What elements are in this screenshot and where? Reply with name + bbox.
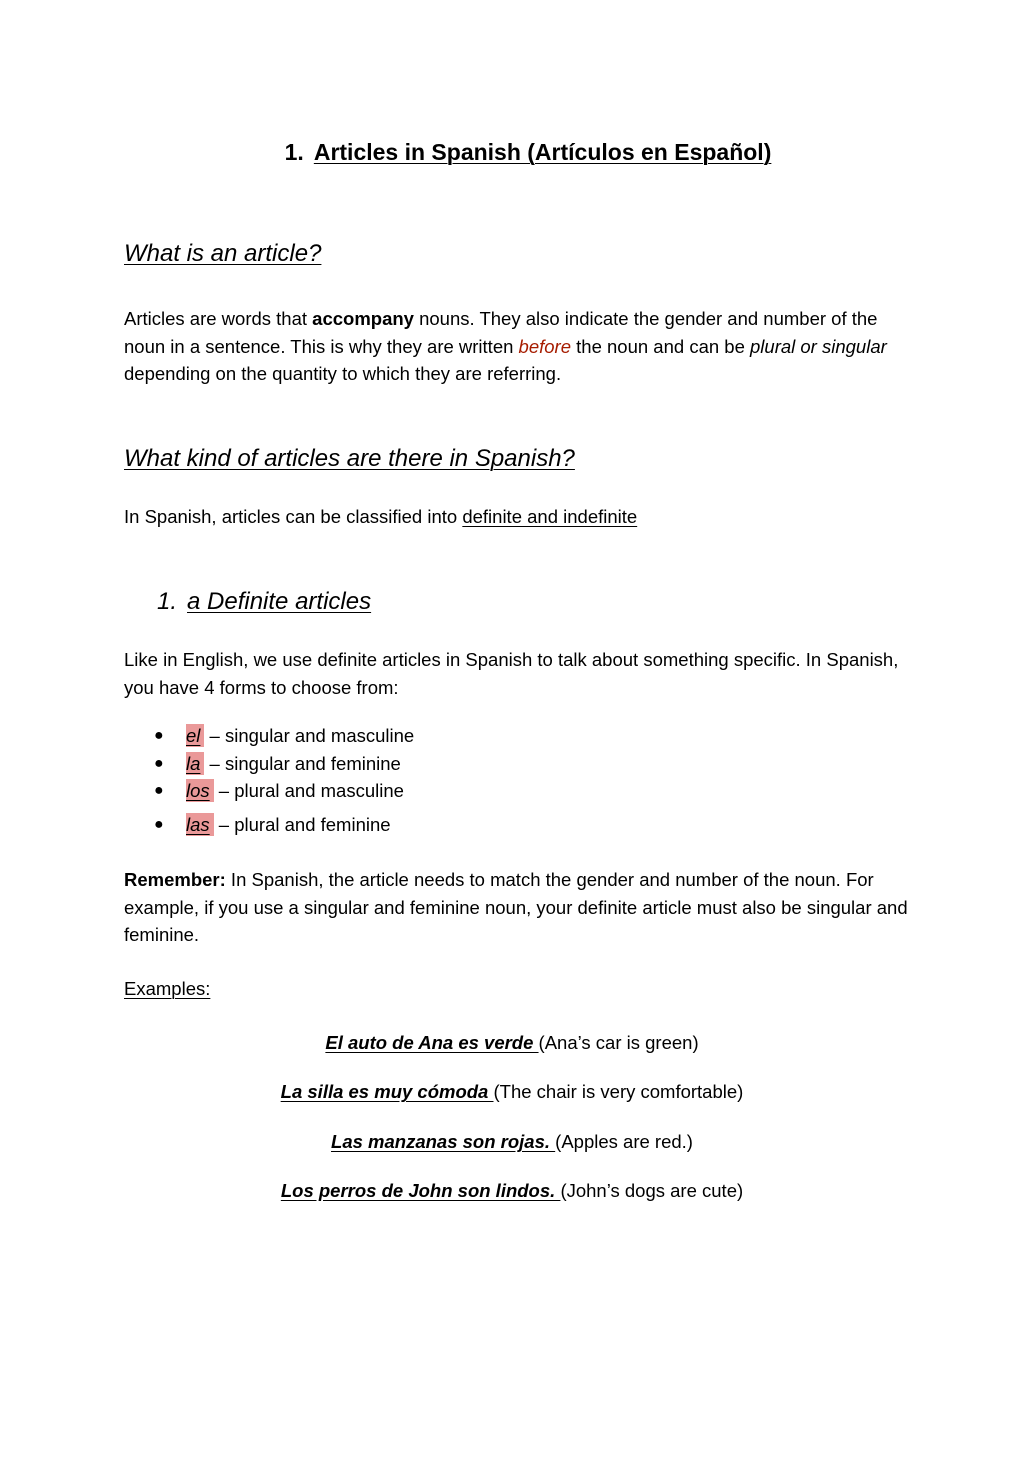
example-spanish: La silla es muy cómoda — [280, 1081, 494, 1102]
bullet-icon: ● — [154, 815, 164, 833]
list-item: ● la – singular and feminine — [124, 750, 724, 778]
example-spanish: Los perros de John son lindos. — [280, 1180, 561, 1201]
paragraph-article-definition: Articles are words that accompany nouns. They also indicate the gender and number of the noun in a sentence. This is why they are written before the noun and can be plural or singular depending on the quantity to which they are referring. — [124, 308, 887, 384]
heading-what-is-article: What is an article? — [124, 240, 322, 267]
definite-indefinite-link[interactable]: definite and indefinite — [462, 506, 638, 527]
example-english: (John’s dogs are cute) — [560, 1180, 744, 1201]
example-spanish: El auto de Ana es verde — [325, 1032, 539, 1053]
article-la: la — [186, 752, 204, 775]
heading-kinds-of-articles: What kind of articles are there in Spanish? — [124, 445, 575, 472]
list-item: ● el – singular and masculine — [124, 722, 724, 750]
example-english: (Apples are red.) — [555, 1131, 693, 1152]
article-el: el — [186, 724, 204, 747]
example-spanish: Las manzanas son rojas. — [331, 1131, 556, 1152]
bullet-icon: ● — [154, 727, 164, 744]
paragraph-classification: In Spanish, articles can be classified into definite and indefinite — [124, 506, 638, 527]
italic-plural-singular: plural or singular — [750, 335, 887, 357]
bold-accompany: accompany — [312, 308, 414, 329]
example-sentence — [0, 1177, 1024, 1205]
examples-label: Examples: — [124, 978, 211, 999]
title-number: 1. — [284, 139, 304, 165]
title-text: Articles in Spanish (Artículos en Español) — [313, 139, 772, 165]
paragraph-definite-intro: Like in English, we use definite articles in Spanish to talk about something specific. In Spanish, you have 4 forms to choose from: — [124, 649, 899, 698]
heading-definite-articles: 1. a Definite articles — [157, 588, 372, 615]
example-sentence — [0, 1128, 1024, 1156]
example-english: (Ana’s car is green) — [538, 1032, 699, 1053]
list-item: ● las – plural and feminine — [124, 811, 724, 839]
example-sentence — [0, 1029, 1024, 1057]
definite-articles-list — [124, 722, 724, 838]
article-los: los — [186, 779, 214, 802]
remember-label: Remember: — [124, 869, 226, 890]
example-sentence — [0, 1078, 1024, 1106]
paragraph-remember: Remember: In Spanish, the article needs to match the gender and number of the noun. For example, if you use a singular and feminine noun, your definite article must also be singular and feminine. — [124, 869, 908, 945]
article-las: las — [186, 813, 214, 836]
bullet-icon: ● — [154, 754, 164, 772]
list-item: ● los – plural and masculine — [124, 777, 724, 805]
example-english: (The chair is very comfortable) — [493, 1081, 744, 1102]
page-title — [0, 136, 1024, 168]
red-before: before — [518, 335, 572, 357]
bullet-icon: ● — [154, 782, 164, 799]
